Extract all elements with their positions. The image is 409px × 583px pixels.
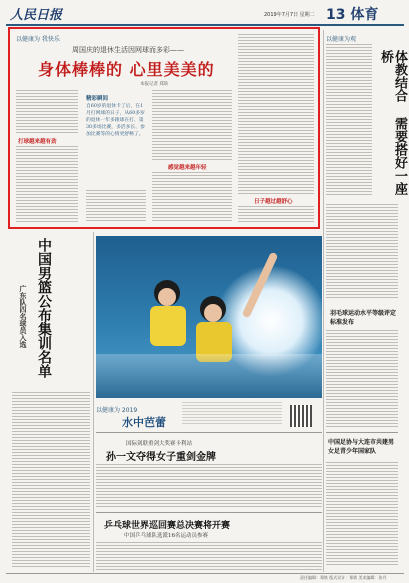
swimmer-face-left: [158, 288, 176, 306]
qr-code-icon: [290, 405, 312, 427]
feature-section-c: 感觉越来越年轻: [168, 165, 207, 171]
right-column-text-b: [326, 204, 398, 300]
photo-caption-headline: 水中芭蕾: [122, 416, 166, 429]
feature-section-b: 打球越来越有劲: [18, 139, 57, 145]
feature-col3-text-b: [152, 172, 232, 222]
feature-col1-text-b: [16, 146, 78, 222]
footer-rule: [6, 573, 404, 574]
basketball-headline: 中国男篮公布集训名单: [36, 238, 52, 378]
masthead-rule: [6, 24, 404, 26]
fencing-headline: 孙一文夺得女子重剑金牌: [106, 452, 216, 463]
page-date: 2019年7月7日 星期二: [264, 12, 315, 18]
top-feature-byline: 本报记者 郑轶: [140, 82, 169, 87]
badminton-text: [326, 330, 398, 428]
swimmer-face-right: [204, 304, 222, 322]
right-column-kicker: 以健康为观: [326, 36, 357, 43]
fencing-text: [96, 464, 322, 508]
photo-caption-text: [182, 402, 282, 426]
feature-col4-text-b: [238, 206, 314, 222]
basketball-subhead: 广东队四名球员入选: [19, 285, 27, 348]
football-text: [326, 462, 398, 566]
top-feature-kicker: 以健康为 我快乐: [16, 36, 60, 43]
masthead: [6, 2, 404, 26]
right-bottom-divider: [326, 432, 398, 433]
newspaper-logo: 人民日报: [10, 8, 63, 23]
pingpong-text: [96, 542, 322, 570]
basketball-text: [12, 392, 90, 568]
fencing-small-head: 国际剑联重剑大奖赛卡利站: [126, 441, 193, 447]
bottom-kicker: 以健康为 2019: [96, 407, 138, 414]
footer-credits: 责任编辑：郑轶 版式设计：郑轶 美术编辑：张丹: [300, 575, 387, 580]
pingpong-subhead: 中国乒乓球队选派16名运动员参赛: [124, 533, 208, 539]
pingpong-divider: [96, 512, 322, 513]
feature-section-a: 精彩瞬间: [86, 96, 109, 102]
feature-col2-text: [86, 190, 146, 222]
feature-quote: 自60岁的退休卡了后，在1月打网球的日子，从60多岁的退休一年多跟球在打、第30多场比赛，多活多长、参加比赛等的心情更舒畅了。: [86, 104, 145, 137]
right-column-text-a: [326, 44, 372, 196]
column-rule-right: [323, 30, 324, 572]
top-feature-subtitle: 周国庆的退休生活因网球而多彩——: [72, 46, 184, 54]
swimmer-suit-left: [150, 306, 186, 346]
column-rule-left: [93, 232, 94, 572]
feature-col1-text-a: [16, 90, 78, 134]
feature-col3-text-a: [152, 90, 232, 160]
football-headline: 中国足协与大连市共建男女足青少年国家队: [328, 439, 395, 455]
feature-col4-text-a: [238, 34, 314, 194]
feature-section-d: 日子越过越舒心: [254, 199, 293, 205]
water-surface: [96, 354, 322, 398]
top-feature-headline: 身体棒棒的 心里美美的: [38, 60, 215, 79]
bottom-divider: [96, 432, 322, 433]
badminton-headline: 羽毛球运动水平等级评定标准发布: [330, 310, 397, 326]
pingpong-headline: 乒乓球世界巡回赛总决赛将开赛: [104, 521, 231, 531]
right-column-headline: 体教结合 需要搭好一座桥: [378, 50, 407, 195]
page-label: 13 体育: [326, 7, 379, 23]
synchronized-swimming-photo: [96, 236, 322, 398]
